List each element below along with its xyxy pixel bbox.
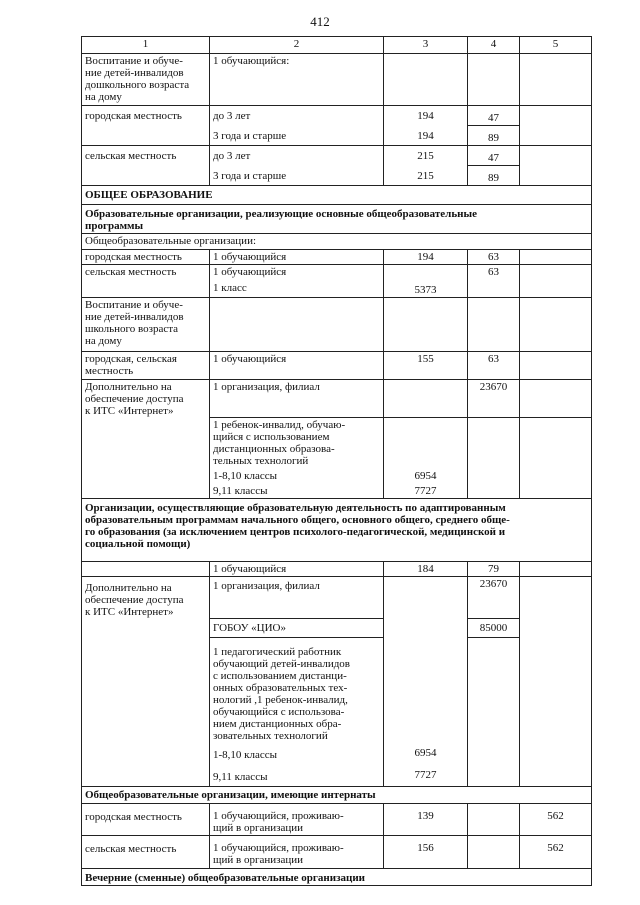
table-row: [82, 469, 592, 484]
row-criteria: [210, 297, 384, 351]
header-cell: 1: [82, 37, 210, 54]
row-label: [82, 484, 210, 499]
row-label: [82, 638, 210, 746]
table-row: [82, 804, 592, 836]
row-value-5: [520, 351, 592, 379]
header-cell: 2: [210, 37, 384, 54]
table-row: [82, 351, 592, 379]
row-value-5: [520, 379, 592, 418]
row-label: [82, 767, 210, 787]
row-value-4: 89: [468, 166, 520, 186]
row-value-4: 85000: [468, 619, 520, 638]
row-value-5: [520, 297, 592, 351]
row-label: сельская местность: [82, 265, 210, 281]
table-row: [82, 638, 592, 746]
row-criteria: 1 обучающийся: [210, 561, 384, 576]
section-row: [82, 869, 592, 886]
header-cell: 3: [384, 37, 468, 54]
row-value-4: 47: [468, 106, 520, 126]
row-label: городская, сельская местность: [82, 351, 210, 379]
table-row: [82, 146, 592, 166]
row-value-3: [384, 418, 468, 469]
row-criteria: 1 обучающийся:: [210, 54, 384, 106]
row-label: сельская местность: [82, 836, 210, 869]
row-value-4: 79: [468, 561, 520, 576]
row-value-3: [384, 576, 468, 619]
table-row: [82, 767, 592, 787]
row-value-5: [520, 746, 592, 767]
row-label: [82, 166, 210, 186]
row-label: городская местность: [82, 106, 210, 126]
table-row: [82, 106, 592, 126]
row-criteria: 1 обучающийся: [210, 265, 384, 281]
table-row: [82, 576, 592, 619]
row-label: [82, 418, 210, 469]
row-value-3: 194: [384, 126, 468, 146]
row-value-3: 7727: [384, 767, 468, 787]
table-row: [82, 484, 592, 499]
row-value-4: [468, 746, 520, 767]
row-criteria: 1 класс: [210, 281, 384, 298]
row-criteria: 9,11 классы: [210, 484, 384, 499]
row-label: Воспитание и обуче- ние детей-инвалидов школьного возраста на дому: [82, 297, 210, 351]
row-criteria: 1 организация, филиал: [210, 379, 384, 418]
row-criteria: 3 года и старше: [210, 166, 384, 186]
row-label: [82, 561, 210, 576]
row-value-3: 184: [384, 561, 468, 576]
row-value-5: [520, 265, 592, 281]
row-value-3: [384, 265, 468, 281]
row-value-3: 215: [384, 146, 468, 166]
row-value-4: 63: [468, 351, 520, 379]
row-criteria: 1 обучающийся: [210, 250, 384, 265]
row-value-5: [520, 166, 592, 186]
row-label: [82, 126, 210, 146]
section-subtitle: Общеобразовательные организации:: [82, 234, 592, 250]
row-value-5: [520, 126, 592, 146]
row-value-3: 155: [384, 351, 468, 379]
section-row: [82, 205, 592, 234]
row-value-4: [468, 297, 520, 351]
row-label: [82, 619, 210, 638]
row-value-5: [520, 281, 592, 298]
row-value-5: [520, 469, 592, 484]
table-row: [82, 836, 592, 869]
row-value-3: 5373: [384, 281, 468, 298]
row-value-4: 63: [468, 265, 520, 281]
row-value-4: [468, 767, 520, 787]
row-value-5: [520, 767, 592, 787]
row-value-3: 6954: [384, 469, 468, 484]
row-label: городская местность: [82, 804, 210, 836]
table-row: [82, 418, 592, 469]
section-title: Общеобразовательные организации, имеющие интернаты: [82, 787, 592, 804]
row-value-3: 6954: [384, 746, 468, 767]
row-value-4: [468, 484, 520, 499]
section-title: Вечерние (сменные) общеобразовательные организации: [82, 869, 592, 886]
row-value-5: [520, 146, 592, 166]
table-row: [82, 561, 592, 576]
row-value-3: [384, 297, 468, 351]
row-criteria: 9,11 классы: [210, 767, 384, 787]
tariff-table: [81, 36, 592, 886]
row-criteria: 1-8,10 классы: [210, 746, 384, 767]
row-criteria: 1 педагогический работник обучающий детей-инвалидов с использованием дистанци- онных образовательных тех- нологий ,1 ребенок-инвалид, обучающийся с использова- нием дистанционных обра- зовательных технологий: [210, 638, 384, 746]
header-cell: 4: [468, 37, 520, 54]
section-row: [82, 186, 592, 205]
section-title: ОБЩЕЕ ОБРАЗОВАНИЕ: [82, 186, 592, 205]
table-row: [82, 297, 592, 351]
row-value-5: [520, 106, 592, 126]
row-value-5: [520, 561, 592, 576]
row-criteria: ГОБОУ «ЦИО»: [210, 619, 384, 638]
table-row: [82, 126, 592, 146]
row-value-5: [520, 619, 592, 638]
row-value-5: [520, 418, 592, 469]
table-row: [82, 54, 592, 106]
row-value-4: [468, 281, 520, 298]
row-value-4: 47: [468, 146, 520, 166]
table-row: [82, 250, 592, 265]
row-value-3: 215: [384, 166, 468, 186]
row-value-3: 194: [384, 106, 468, 126]
row-label: городская местность: [82, 250, 210, 265]
table-header-row: [82, 37, 592, 54]
row-criteria: 3 года и старше: [210, 126, 384, 146]
row-value-4: 63: [468, 250, 520, 265]
row-value-5: 562: [520, 804, 592, 836]
page-number: 412: [310, 14, 330, 29]
row-criteria: до 3 лет: [210, 146, 384, 166]
row-criteria: до 3 лет: [210, 106, 384, 126]
row-value-4: [468, 836, 520, 869]
row-label: сельская местность: [82, 146, 210, 166]
row-label: Воспитание и обуче- ние детей-инвалидов дошкольного возраста на дому: [82, 54, 210, 106]
table-row: [82, 619, 592, 638]
row-value-4: [468, 54, 520, 106]
row-value-5: [520, 576, 592, 619]
table-row: [82, 281, 592, 298]
section-row: [82, 498, 592, 561]
row-value-3: [384, 379, 468, 418]
table-row: [82, 379, 592, 418]
row-criteria: 1-8,10 классы: [210, 469, 384, 484]
row-value-5: [520, 250, 592, 265]
row-value-4: [468, 469, 520, 484]
row-criteria: 1 обучающийся, проживаю- щий в организации: [210, 804, 384, 836]
row-value-4: [468, 804, 520, 836]
row-criteria: 1 организация, филиал: [210, 576, 384, 619]
row-label: [82, 469, 210, 484]
row-value-3: [384, 54, 468, 106]
row-label: [82, 281, 210, 298]
row-value-4: 89: [468, 126, 520, 146]
row-label: Дополнительно на обеспечение доступа к ИТС «Интернет»: [82, 379, 210, 418]
section-row: [82, 234, 592, 250]
row-value-5: [520, 484, 592, 499]
row-criteria: 1 обучающийся, проживаю- щий в организации: [210, 836, 384, 869]
header-cell: 5: [520, 37, 592, 54]
row-value-4: 23670: [468, 576, 520, 619]
row-value-3: 194: [384, 250, 468, 265]
row-value-5: 562: [520, 836, 592, 869]
row-label: [82, 746, 210, 767]
row-criteria: 1 обучающийся: [210, 351, 384, 379]
table-row: [82, 166, 592, 186]
table-row: [82, 265, 592, 281]
row-value-3: 7727: [384, 484, 468, 499]
row-value-5: [520, 54, 592, 106]
row-value-4: 23670: [468, 379, 520, 418]
row-value-4: [468, 638, 520, 746]
section-title: Организации, осуществляющие образовательную деятельность по адаптированным образовательным программам начального общего, основного общего, среднего обще- го образования (за исключением центров психолого-педагогической, медицинской и социальной помощи): [82, 498, 592, 561]
row-label: Дополнительно на обеспечение доступа к ИТС «Интернет»: [82, 576, 210, 619]
row-value-3: [384, 638, 468, 746]
row-value-3: [384, 619, 468, 638]
table-row: [82, 746, 592, 767]
row-criteria: 1 ребенок-инвалид, обучаю- щийся с использованием дистанционных образова- тельных технологий: [210, 418, 384, 469]
row-value-3: 139: [384, 804, 468, 836]
section-row: [82, 787, 592, 804]
section-title: Образовательные организации, реализующие основные общеобразовательные программы: [82, 205, 592, 234]
row-value-5: [520, 638, 592, 746]
row-value-3: 156: [384, 836, 468, 869]
row-value-4: [468, 418, 520, 469]
